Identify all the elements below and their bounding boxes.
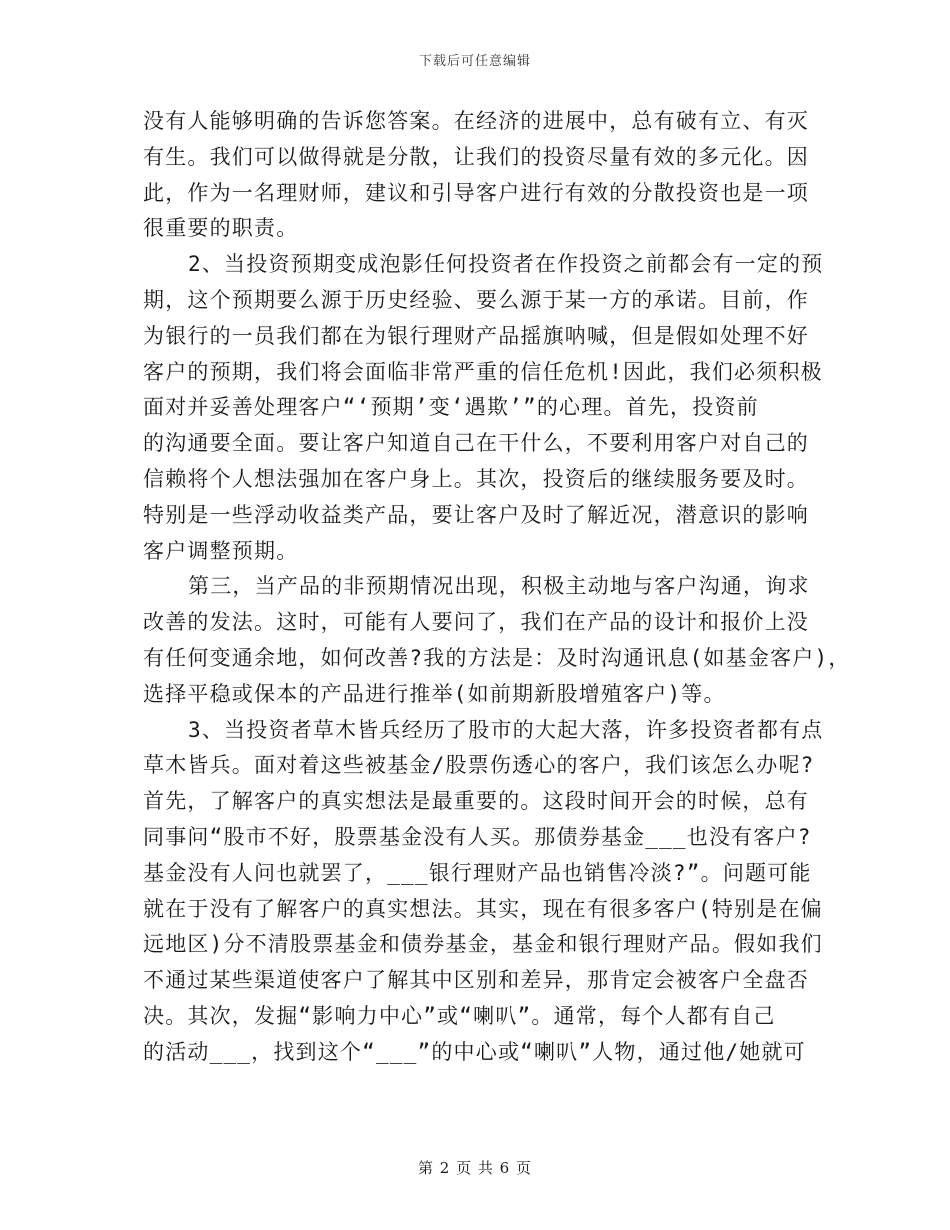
document-body (143, 104, 851, 1071)
body-line: 的活动___，找到这个“___”的中心或“喇叭”人物，通过他/她就可 (143, 1039, 806, 1064)
body-line: 草木皆兵。面对着这些被基金/股票伤透心的客户，我们该怎么办呢? (143, 753, 815, 778)
body-line: 客户的预期，我们将会面临非常严重的信任危机!因此，我们必须积极 (143, 359, 823, 384)
body-line: 有任何变通余地，如何改善?我的方法是：及时沟通讯息(如基金客户)， (143, 645, 851, 670)
body-line: 选择平稳或保本的产品进行推举(如前期新股增殖客户)等。 (143, 681, 726, 706)
body-line: 客户调整预期。 (143, 538, 299, 563)
body-line: 首先，了解客户的真实想法是最重要的。这段时间开会的时候，总有 (143, 789, 809, 814)
body-line: 不通过某些渠道使客户了解其中区别和差异，那肯定会被客户全盘否 (143, 968, 809, 993)
body-line: 此，作为一名理财师，建议和引导客户进行有效的分散投资也是一项 (143, 180, 809, 205)
body-line: 的沟通要全面。要让客户知道自己在干什么，不要利用客户对自己的 (143, 431, 809, 456)
page-number: 第 2 页 共 6 页 (418, 1159, 532, 1177)
body-line: 改善的发法。这时，可能有人要问了，我们在产品的设计和报价上没 (143, 610, 809, 635)
body-line: 期，这个预期要么源于历史经验、要么源于某一方的承诺。目前，作 (143, 287, 809, 312)
body-line: 决。其次，发掘“影响力中心”或“喇叭”。通常，每个人都有自己 (143, 1003, 776, 1028)
body-line: 为银行的一员我们都在为银行理财产品摇旗呐喊，但是假如处理不好 (143, 323, 809, 348)
body-line: 没有人能够明确的告诉您答案。在经济的进展中，总有破有立、有灭 (143, 109, 809, 133)
paragraph-first-line: 3、当投资者草木皆兵经历了股市的大起大落，许多投资者都有点 (188, 717, 824, 742)
body-line: 基金没有人问也就罢了，___银行理财产品也销售冷淡?”。问题可能 (143, 860, 812, 885)
body-line: 很重要的职责。 (143, 216, 299, 241)
body-line: 有生。我们可以做得就是分散，让我们的投资尽量有效的多元化。因 (143, 144, 809, 169)
body-line: 特别是一些浮动收益类产品，要让客户及时了解近况，潜意识的影响 (143, 502, 809, 527)
page-header: 下载后可任意编辑 (418, 54, 531, 69)
body-line: 同事问“股市不好，股票基金没有人买。那债券基金___也没有客户? (143, 824, 812, 849)
paragraph-first-line: 2、当投资预期变成泡影任何投资者在作投资之前都会有一定的预 (188, 252, 824, 277)
body-line: 远地区)分不清股票基金和债券基金，基金和银行理财产品。假如我们 (143, 932, 823, 957)
body-line: 面对并妥善处理客户“‘预期’变‘遇欺’”的心理。首先，投资前 (143, 395, 759, 420)
body-line: 信赖将个人想法强加在客户身上。其次，投资后的继续服务要及时。 (143, 466, 809, 491)
body-line: 就在于没有了解客户的真实想法。其实，现在有很多客户(特别是在偏 (143, 896, 823, 921)
paragraph-first-line: 第三，当产品的非预期情况出现，积极主动地与客户沟通，询求 (188, 574, 810, 599)
